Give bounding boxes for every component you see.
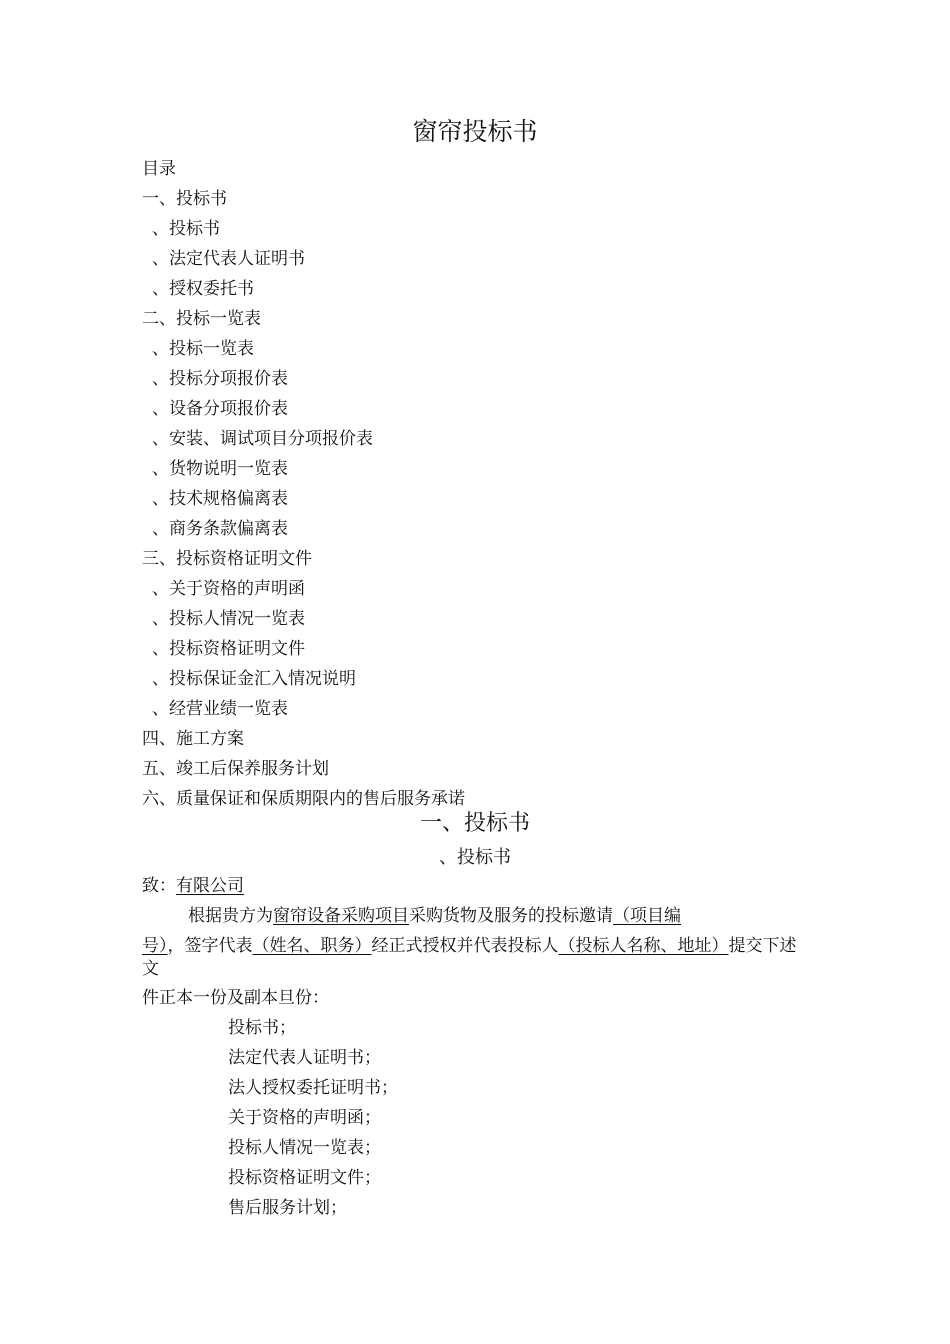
list-item: 关于资格的声明函；	[228, 1108, 381, 1128]
toc-item: 、投标资格证明文件	[152, 639, 305, 659]
toc-item: 、投标书	[152, 219, 220, 239]
addressee-line	[142, 874, 244, 898]
toc-item: 五、竣工后保养服务计划	[142, 759, 329, 779]
document-list	[228, 1016, 398, 1226]
project-number-field-cont: 号）	[142, 936, 168, 956]
table-of-contents	[142, 156, 465, 816]
section-heading: 一、投标书	[419, 811, 530, 836]
toc-item: 三、投标资格证明文件	[142, 549, 312, 569]
toc-item: 一、投标书	[142, 189, 227, 209]
body-line-4: 件正本一份及副本旦份：	[142, 988, 329, 1008]
toc-item: 、投标一览表	[152, 339, 254, 359]
toc-item: 、货物说明一览表	[152, 459, 288, 479]
p2-d: 经正式授权并代表投标人	[371, 936, 559, 956]
toc-item: 、投标保证金汇入情况说明	[152, 669, 356, 689]
project-name: 窗帘设备采购项目	[273, 906, 409, 926]
section-subheading: 、投标书	[439, 847, 511, 868]
body-line-1	[188, 904, 681, 928]
toc-item: 、授权委托书	[152, 279, 254, 299]
body-line-2	[142, 934, 797, 958]
list-item: 投标人情况一览表；	[228, 1138, 381, 1158]
toc-heading: 目录	[142, 159, 176, 179]
list-item: 投标书；	[228, 1018, 296, 1038]
toc-item: 、投标分项报价表	[152, 369, 288, 389]
toc-item: 、安装、调试项目分项报价表	[152, 429, 373, 449]
p1-b: 采购货物及服务的投标邀请	[409, 906, 613, 926]
project-number-field: （项目编	[613, 906, 681, 926]
document-title: 窗帘投标书	[412, 117, 538, 146]
toc-item: 四、施工方案	[142, 729, 244, 749]
toc-item: 、投标人情况一览表	[152, 609, 305, 629]
body-line-3: 文	[142, 959, 159, 979]
list-item: 法人授权委托证明书；	[228, 1078, 398, 1098]
toc-item: 、商务条款偏离表	[152, 519, 288, 539]
toc-item: 六、质量保证和保质期限内的售后服务承诺	[142, 789, 465, 809]
toc-item: 二、投标一览表	[142, 309, 261, 329]
toc-item: 、技术规格偏离表	[152, 489, 288, 509]
toc-item: 、经营业绩一览表	[152, 699, 288, 719]
p2-b: ，签字代表	[167, 936, 253, 956]
list-item: 售后服务计划；	[228, 1198, 347, 1218]
list-item: 法定代表人证明书；	[228, 1048, 381, 1068]
toc-item: 、设备分项报价表	[152, 399, 288, 419]
to-label: 致：	[142, 876, 176, 896]
toc-item: 、关于资格的声明函	[152, 579, 305, 599]
bidder-name-address-field: （投标人名称、地址）	[558, 936, 729, 956]
list-item: 投标资格证明文件；	[228, 1168, 381, 1188]
toc-item: 、法定代表人证明书	[152, 249, 305, 269]
name-title-field: （姓名、职务）	[252, 936, 372, 956]
to-company: 有限公司	[176, 876, 244, 896]
p2-f: 提交下述	[728, 936, 797, 956]
p1-a: 根据贵方为	[188, 906, 273, 926]
